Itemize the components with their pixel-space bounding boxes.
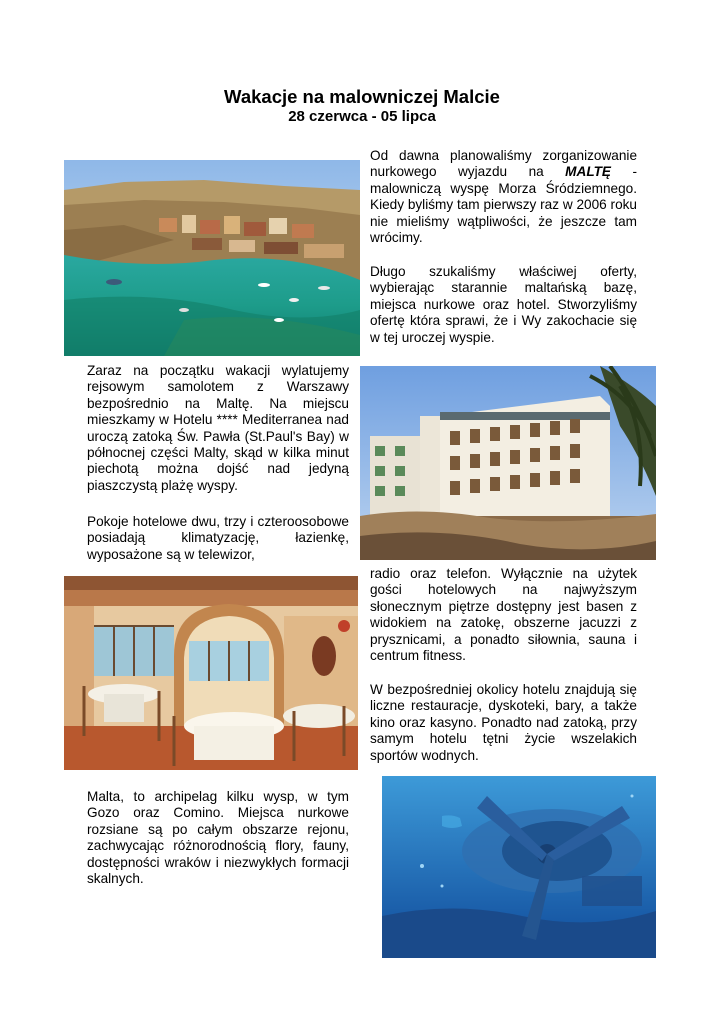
restaurant-photo: [64, 576, 358, 770]
departure-paragraph: Zaraz na początku wakacji wylatujemy rejsowym samolotem z Warszawy bezpośrednio na Maltę. Na miejscu mieszkamy w Hotelu **** Mediterranea nad uroczą zatoką Św. Pawła (St.Paul's Bay) w północnej części Malty, skąd w kilka minut piechotą można dojść nad jedyną piaszczystą plażę wyspy.: [87, 363, 349, 493]
page-subtitle-dates: 28 czerwca - 05 lipca: [288, 108, 436, 125]
hotel-photo: [360, 366, 656, 560]
page-title: Wakacje na malowniczej Malcie: [224, 86, 500, 107]
dive-sites-paragraph: Malta, to archipelag kilku wysp, w tym Gozo oraz Comino. Miejsca nurkowe rozsiane są po całym obszarze rejonu, zachwycając różnorodnością flory, fauny, dostępności wraków i niezwykłych formacji skalnych.: [87, 789, 349, 887]
bay-photo: [64, 160, 360, 356]
hotel-amenities-paragraph: radio oraz telefon. Wyłącznie na użytek gości hotelowych na najwyższym słonecznym piętrze dostępny jest basen z widokiem na zatokę, obszerne jacuzzi z prysznicami, a ponadto siłownia, sauna i centrum fitness.: [370, 566, 637, 664]
intro-paragraph: Od dawna planowaliśmy zorganizowanie nurkowego wyjazdu na MALTĘ - malowniczą wyspę Morza Śródziemnego. Kiedy byliśmy tam pierwszy raz w 2006 roku nie mieliśmy wątpliwości, że jeszcze tam wrócimy.: [370, 148, 637, 246]
malta-emphasis: MALTĘ: [565, 164, 611, 180]
offer-paragraph: Długo szukaliśmy właściwej oferty, wybierając starannie maltańską bazę, miejsca nurkowe oraz hotel. Stworzyliśmy ofertę która sprawi, że i Wy zakochacie się w tej uroczej wyspie.: [370, 264, 637, 345]
surroundings-paragraph: W bezpośredniej okolicy hotelu znajdują się liczne restauracje, dyskoteki, bary, a także kino oraz kasyno. Ponadto nad zatoką, przy samym hotelu tętni życie wszelakich sportów wodnych.: [370, 682, 637, 763]
rooms-paragraph-start: Pokoje hotelowe dwu, trzy i czteroosobowe posiadają klimatyzację, łazienkę, wyposażone są w telewizor,: [87, 514, 349, 562]
wreck-photo: [382, 776, 656, 958]
